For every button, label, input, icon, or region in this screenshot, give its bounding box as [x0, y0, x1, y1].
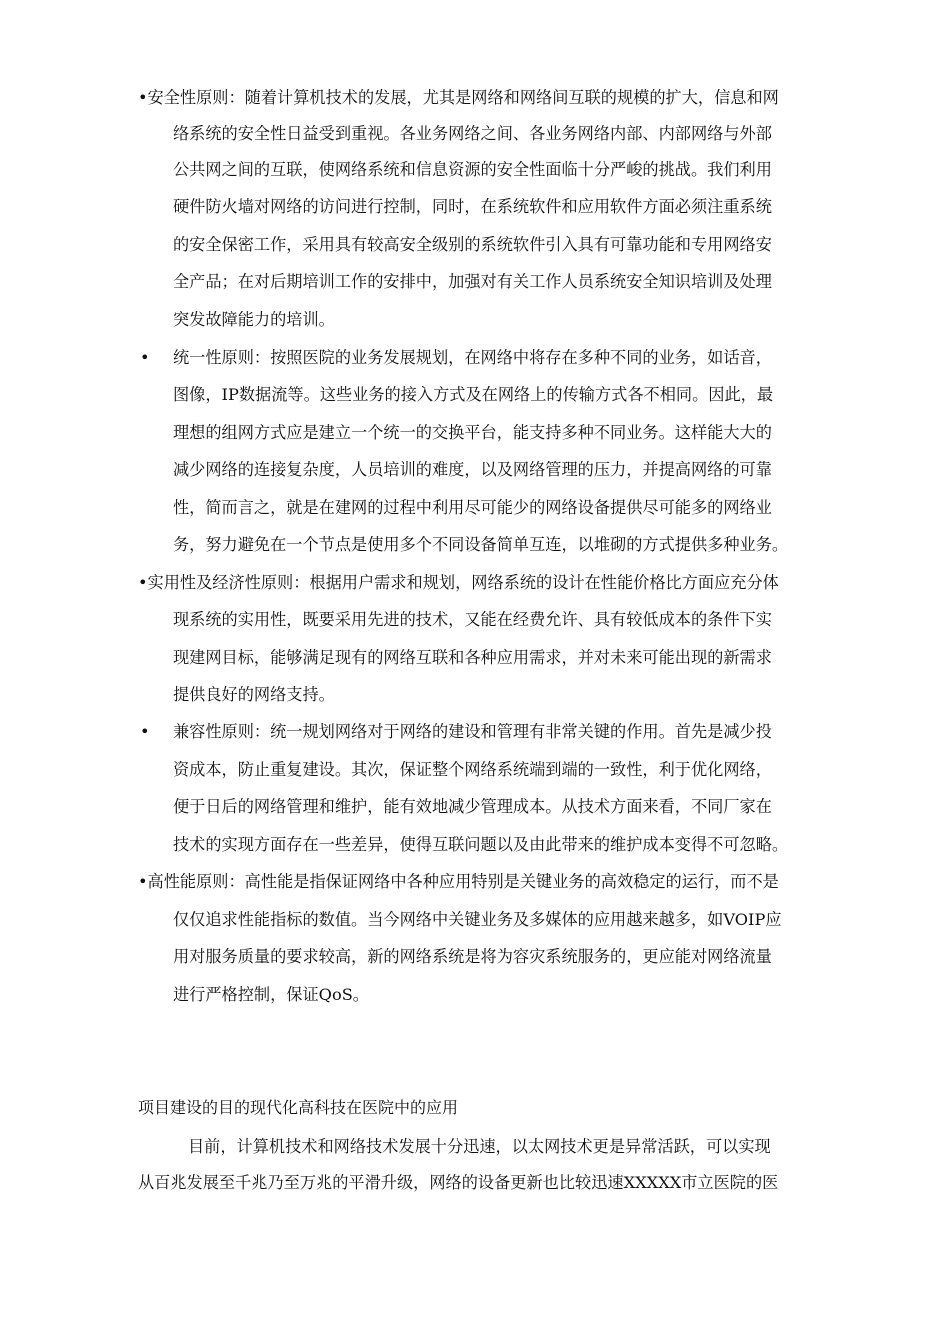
- text-line: 减少网络的连接复杂度，人员培训的难度，以及网络管理的压力，并提高网络的可靠: [173, 460, 772, 479]
- text-line: 从百兆发展至千兆乃至万兆的平滑升级，网络的设备更新也比较迅速XXXXX市立医院的医: [138, 1173, 779, 1192]
- text-line: 理想的组网方式应是建立一个统一的交换平台，能支持多种不同业务。这样能大大的: [173, 423, 772, 442]
- section-heading: 项目建设的目的现代化高科技在医院中的应用: [138, 1098, 459, 1117]
- text-line: 全产品；在对后期培训工作的安排中，加强对有关工作人员系统安全知识培训及处理: [173, 272, 772, 291]
- text-line: 图像，IP数据流等。这些业务的接入方式及在网络上的传输方式各不相同。因此，最: [173, 385, 774, 404]
- text-line: 用对服务质量的要求较高，新的网络系统是将为容灾系统服务的，更应能对网络流量: [173, 947, 772, 966]
- text-line: 现系统的实用性，既要采用先进的技术，又能在经费允许、具有较低成本的条件下实: [173, 610, 772, 629]
- bullet-icon: •: [140, 722, 150, 741]
- text-line: 提供良好的网络支持。: [173, 685, 335, 704]
- text-line: •安全性原则：随着计算机技术的发展，尤其是网络和网络间互联的规模的扩大，信息和网: [138, 88, 779, 107]
- text-line: 突发故障能力的培训。: [173, 310, 335, 329]
- text-line: •高性能原则：高性能是指保证网络中各种应用特别是关键业务的高效稳定的运行，而不是: [138, 872, 779, 891]
- text-line: 务，努力避免在一个节点是使用多个不同设备简单互连，以堆砌的方式提供多种业务。: [173, 535, 789, 554]
- text-line: 目前，计算机技术和网络技术发展十分迅速，以太网技术更是异常活跃，可以实现: [188, 1137, 771, 1156]
- text-line: 硬件防火墙对网络的访问进行控制，同时，在系统软件和应用软件方面必须注重系统: [173, 197, 772, 216]
- text-line: 性，简而言之，就是在建网的过程中利用尽可能少的网络设备提供尽可能多的网络业: [173, 498, 772, 517]
- text-line: •实用性及经济性原则：根据用户需求和规划，网络系统的设计在性能价格比方面应充分体: [138, 573, 779, 592]
- text-line: 络系统的安全性日益受到重视。各业务网络之间、各业务网络内部、内部网络与外部: [173, 124, 772, 143]
- text-line: 资成本，防止重复建设。其次，保证整个网络系统端到端的一致性，利于优化网络，: [173, 760, 772, 779]
- bullet-icon: •: [140, 348, 150, 367]
- text-line: 统一性原则：按照医院的业务发展规划，在网络中将存在多种不同的业务，如话音，: [173, 348, 772, 367]
- text-line: 的安全保密工作，采用具有较高安全级别的系统软件引入具有可靠功能和专用网络安: [173, 235, 772, 254]
- text-line: 现建网目标，能够满足现有的网络互联和各种应用需求，并对未来可能出现的新需求: [173, 648, 772, 667]
- text-line: 便于日后的网络管理和维护，能有效地减少管理成本。从技术方面来看，不同厂家在: [173, 797, 772, 816]
- text-line: 技术的实现方面存在一些差异，使得互联问题以及由此带来的维护成本变得不可忽略。: [173, 835, 789, 854]
- text-line: 仅仅追求性能指标的数值。当今网络中关键业务及多媒体的应用越来越多，如VOIP应: [173, 910, 782, 929]
- text-line: 兼容性原则：统一规划网络对于网络的建设和管理有非常关键的作用。首先是减少投: [173, 722, 772, 741]
- text-line: 进行严格控制，保证QoS。: [173, 985, 369, 1004]
- text-line: 公共网之间的互联，使网络系统和信息资源的安全性面临十分严峻的挑战。我们利用: [173, 160, 772, 179]
